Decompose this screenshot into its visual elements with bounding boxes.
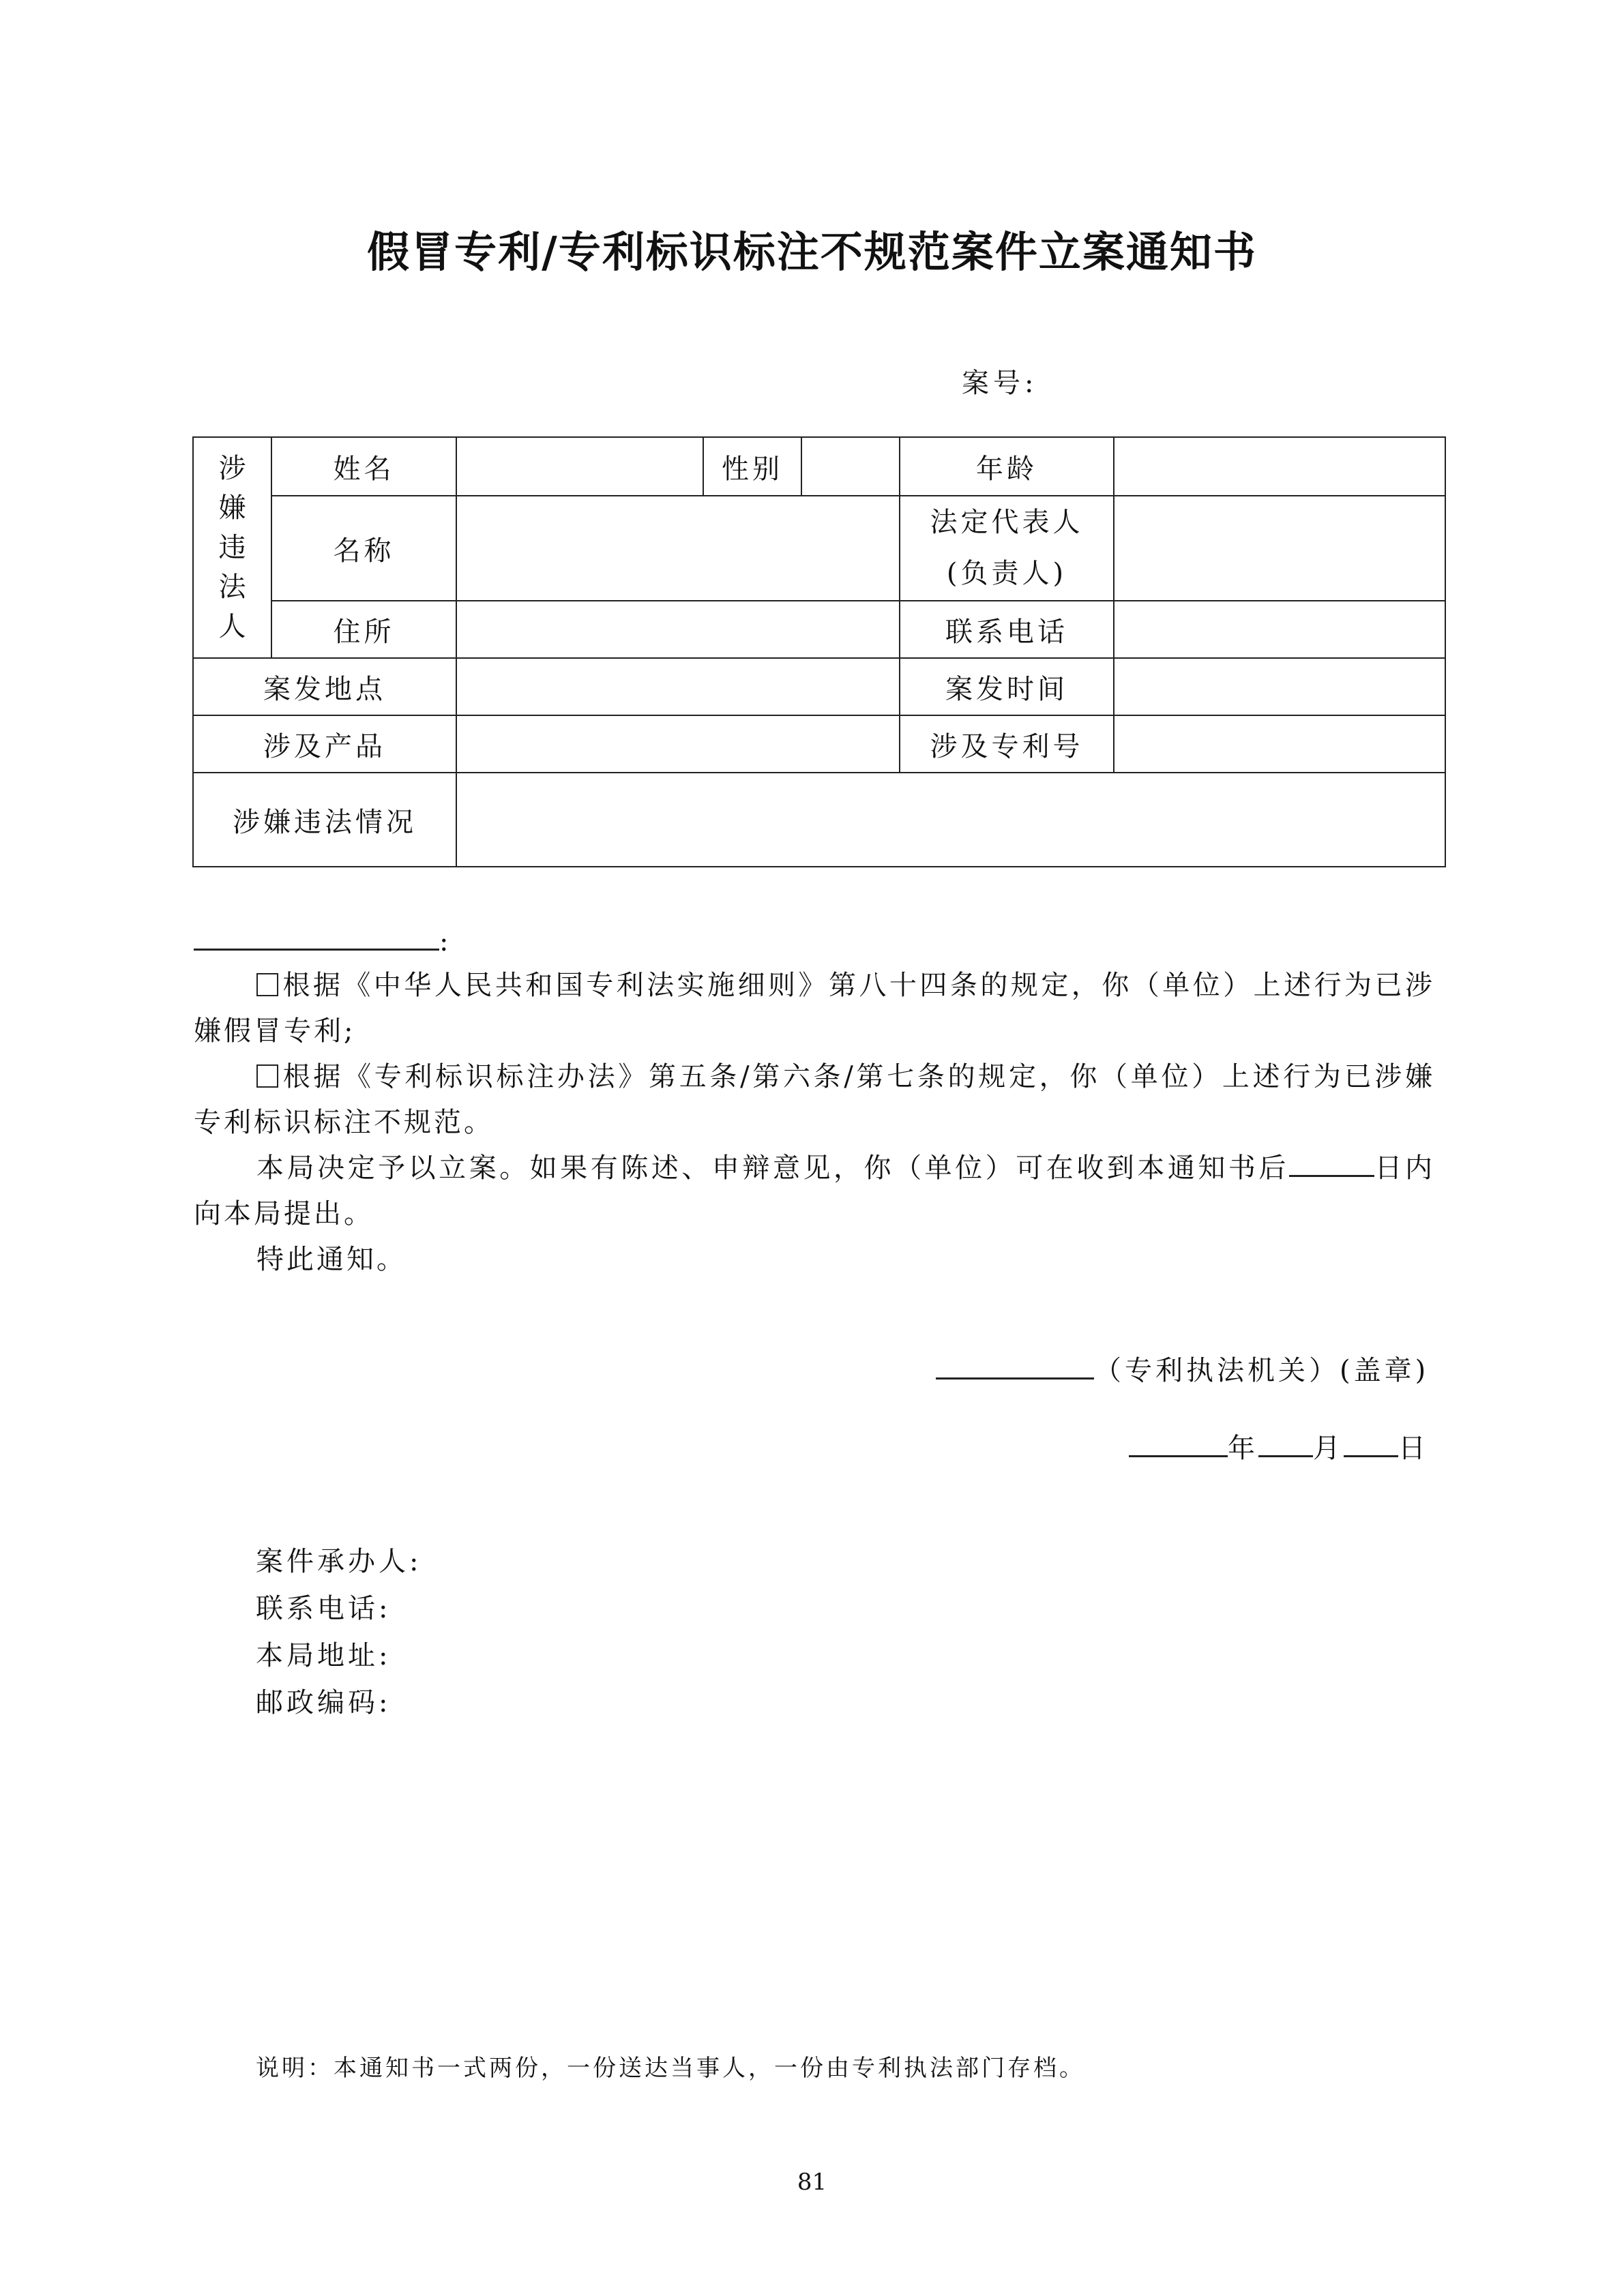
suspect-header-cell bbox=[193, 437, 271, 658]
time-value-cell[interactable] bbox=[1114, 658, 1445, 715]
notice-paragraph: 特此通知。 bbox=[256, 1244, 407, 1275]
option-2-paragraph bbox=[194, 1054, 1435, 1146]
contact-phone-label: 联系电话: bbox=[256, 1593, 392, 1624]
authority-label: （专利执法机关）(盖章) bbox=[1094, 1355, 1430, 1386]
address-value-cell[interactable] bbox=[456, 601, 900, 658]
product-label: 涉及产品 bbox=[193, 715, 456, 773]
option-1-text: 根据《中华人民共和国专利法实施细则》第八十四条的规定，你（单位）上述行为已涉嫌假冒专利; bbox=[194, 970, 1435, 1047]
entity-name-value-cell[interactable] bbox=[456, 496, 900, 601]
suspect-label: 涉嫌违法人 bbox=[218, 453, 246, 642]
location-label: 案发地点 bbox=[193, 658, 456, 715]
product-value-cell[interactable] bbox=[456, 715, 900, 773]
decision-text-after: 日内向本局提出。 bbox=[194, 1152, 1436, 1229]
entity-name-label: 名称 bbox=[271, 496, 456, 601]
postcode-label: 邮政编码: bbox=[256, 1687, 392, 1718]
year-label: 年 bbox=[1228, 1433, 1258, 1464]
age-label: 年龄 bbox=[900, 437, 1114, 496]
document-title: 假冒专利/专利标识标注不规范案件立案通知书 bbox=[367, 227, 1257, 277]
address-label: 住所 bbox=[271, 601, 456, 658]
addressee-colon: : bbox=[439, 926, 452, 957]
day-blank[interactable] bbox=[1344, 1455, 1398, 1457]
date-line bbox=[1129, 1427, 1429, 1465]
legal-rep-label-cell bbox=[900, 496, 1114, 601]
option-1-paragraph bbox=[194, 963, 1435, 1054]
option-1-checkbox[interactable] bbox=[256, 973, 278, 996]
page-number: 81 bbox=[797, 2168, 827, 2196]
addressee-blank[interactable] bbox=[194, 948, 439, 951]
situation-label: 涉嫌违法情况 bbox=[193, 773, 456, 867]
authority-blank[interactable] bbox=[936, 1377, 1094, 1380]
name-value-cell[interactable] bbox=[456, 437, 703, 496]
days-blank[interactable] bbox=[1289, 1174, 1374, 1177]
decision-paragraph bbox=[194, 1146, 1435, 1237]
situation-value-cell[interactable] bbox=[456, 773, 1445, 867]
footer-note: 说明：本通知书一式两份，一份送达当事人，一份由专利执法部门存档。 bbox=[256, 2055, 1085, 2082]
handler-label: 案件承办人: bbox=[256, 1546, 422, 1577]
gender-label: 性别 bbox=[703, 437, 801, 496]
patent-no-value-cell[interactable] bbox=[1114, 715, 1445, 773]
year-blank[interactable] bbox=[1129, 1455, 1228, 1457]
addressee-line bbox=[194, 919, 1435, 965]
gender-value-cell[interactable] bbox=[801, 437, 900, 496]
office-address-label: 本局地址: bbox=[256, 1640, 392, 1671]
month-blank[interactable] bbox=[1258, 1455, 1313, 1457]
case-number-label: 案号: bbox=[962, 368, 1038, 399]
location-value-cell[interactable] bbox=[456, 658, 900, 715]
case-info-table bbox=[192, 436, 1446, 867]
decision-text-before: 本局决定予以立案。如果有陈述、申辩意见，你（单位）可在收到本通知书后 bbox=[256, 1152, 1289, 1184]
phone-label: 联系电话 bbox=[900, 601, 1114, 658]
time-label: 案发时间 bbox=[900, 658, 1114, 715]
authority-signature-line bbox=[936, 1349, 1429, 1388]
month-label: 月 bbox=[1313, 1433, 1344, 1464]
name-label: 姓名 bbox=[271, 437, 456, 496]
option-2-text: 根据《专利标识标注办法》第五条/第六条/第七条的规定，你（单位）上述行为已涉嫌专利标识标注不规范。 bbox=[194, 1061, 1435, 1138]
day-label: 日 bbox=[1398, 1433, 1429, 1464]
option-2-checkbox[interactable] bbox=[256, 1064, 278, 1088]
legal-rep-label-line2: (负责人) bbox=[946, 558, 1067, 589]
patent-no-label: 涉及专利号 bbox=[900, 715, 1114, 773]
phone-value-cell[interactable] bbox=[1114, 601, 1445, 658]
age-value-cell[interactable] bbox=[1114, 437, 1445, 496]
legal-rep-label-line1: 法定代表人 bbox=[930, 507, 1084, 538]
legal-rep-value-cell[interactable] bbox=[1114, 496, 1445, 601]
